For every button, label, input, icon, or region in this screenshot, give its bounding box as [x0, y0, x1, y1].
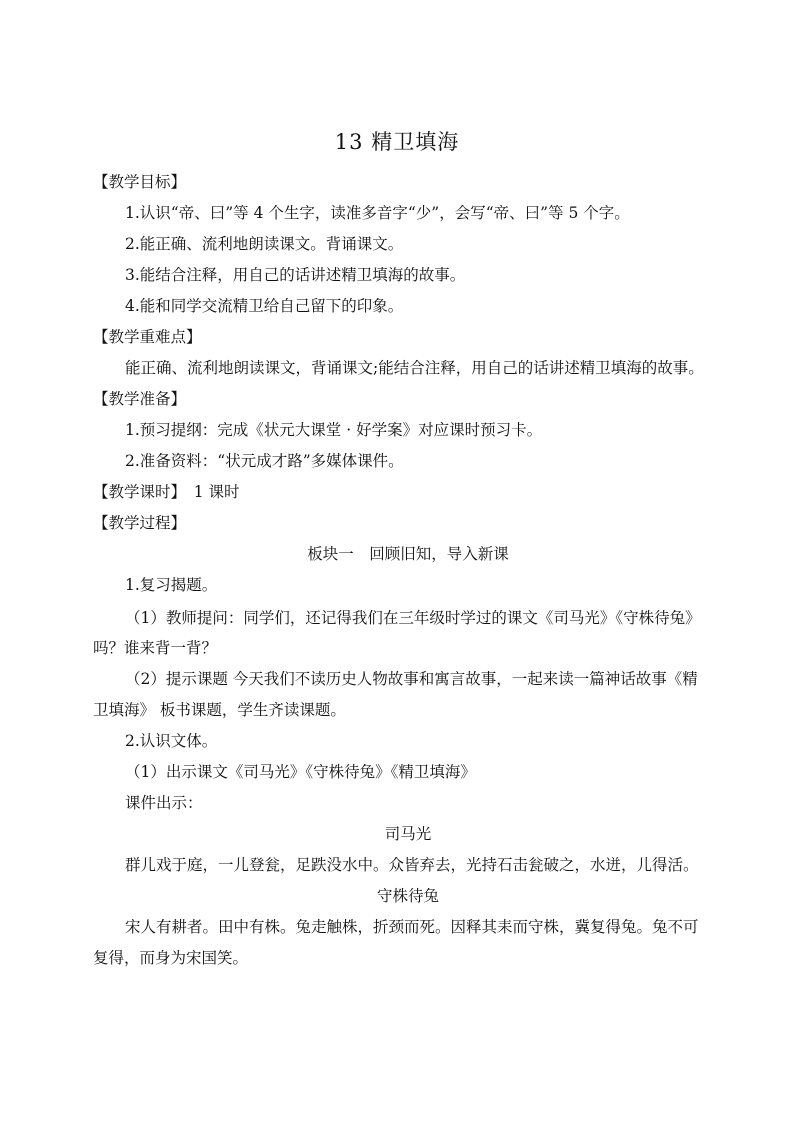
section-heading-process: 【教学过程】	[93, 514, 187, 532]
step-1-title: 1.复习揭题。	[125, 576, 218, 594]
courseware-label: 课件出示：	[125, 794, 203, 812]
step-1-item-2-line-2: 卫填海》 板书课题，学生齐读课题。	[93, 701, 346, 719]
objective-2: 2.能正确、流利地朗读课文。背诵课文。	[125, 235, 404, 253]
text-shouzhudaitu-line-1: 宋人有耕者。田中有株。兔走触株，折颈而死。因释其耒而守株，冀复得兔。兔不可	[125, 918, 699, 936]
text-shouzhudaitu-line-2: 复得，而身为宋国笑。	[93, 949, 249, 967]
objective-4: 4.能和同学交流精卫给自己留下的印象。	[125, 297, 404, 315]
section-heading-key-points: 【教学重难点】	[93, 328, 202, 346]
text-title-shouzhudaitu: 守株待兔	[376, 887, 439, 905]
section-heading-periods: 【教学课时】 1 课时	[93, 483, 240, 501]
objective-3: 3.能结合注释，用自己的话讲述精卫填海的故事。	[125, 266, 466, 284]
section-heading-preparation: 【教学准备】	[93, 390, 187, 408]
step-1-item-1-line-1: （1）教师提问：同学们，还记得我们在三年级时学过的课文《司马光》《守株待兔》	[125, 609, 701, 627]
preparation-1: 1.预习提纲：完成《状元大课堂 · 好学案》对应课时预习卡。	[125, 421, 543, 439]
step-1-item-2-line-1: （2）提示课题 今天我们不读历史人物故事和寓言故事，一起来读一篇神话故事《精	[125, 670, 698, 688]
section-heading-objectives: 【教学目标】	[93, 173, 187, 191]
text-title-simaguang: 司马光	[384, 825, 432, 843]
preparation-2: 2.准备资料：“状元成才路”多媒体课件。	[125, 452, 404, 470]
lesson-title: 13 精卫填海	[334, 130, 460, 154]
key-points-text: 能正确、流利地朗读课文，背诵课文;能结合注释，用自己的话讲述精卫填海的故事。	[125, 359, 704, 377]
objective-1: 1.认识“帝、曰”等 4 个生字，读准多音字“少”，会写“帝、曰”等 5 个字。	[125, 204, 630, 222]
step-2-item-1: （1）出示课文《司马光》《守株待兔》《精卫填海》	[125, 763, 476, 781]
step-1-item-1-line-2: 吗？谁来背一背？	[93, 639, 218, 657]
block-1-heading: 板块一 回顾旧知，导入新课	[307, 545, 509, 563]
text-simaguang: 群儿戏于庭，一儿登瓮，足跌没水中。众皆弃去，光持石击瓮破之，水迸，儿得活。	[125, 856, 699, 874]
step-2-title: 2.认识文体。	[125, 732, 218, 750]
